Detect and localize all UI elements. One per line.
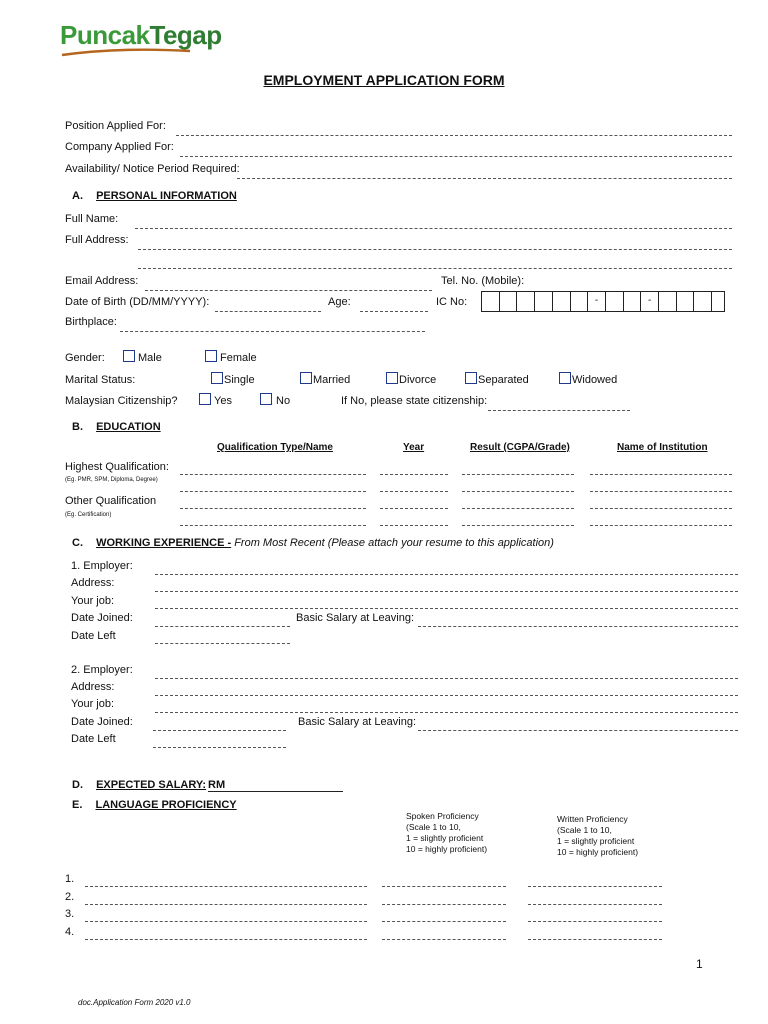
gender-label: Gender: [65, 352, 105, 364]
other-qualification-example: (Eg. Certification) [65, 512, 112, 518]
ic-separator: - [588, 292, 606, 311]
edu-institution-field[interactable] [590, 491, 732, 492]
ic-digit[interactable] [500, 292, 518, 311]
written-field[interactable] [528, 904, 662, 905]
email-field[interactable] [145, 290, 432, 291]
widowed-checkbox[interactable] [559, 372, 571, 384]
logo-swoosh-icon [60, 46, 192, 58]
ic-digit[interactable] [482, 292, 500, 311]
full-address-label: Full Address: [65, 234, 129, 246]
if-no-label: If No, please state citizenship: [341, 395, 488, 407]
section-d-letter: D. [72, 779, 83, 791]
employer-2-field[interactable] [155, 678, 738, 679]
written-note-line: 1 = slightly proficient [557, 836, 635, 846]
position-applied-label: Position Applied For: [65, 120, 166, 132]
employer-1-date-left-field[interactable] [155, 643, 290, 644]
written-field[interactable] [528, 886, 662, 887]
other-qualification-label: Other Qualification [65, 495, 157, 507]
employer-1-salary-field[interactable] [418, 626, 738, 627]
language-row-4-number: 4. [65, 926, 75, 938]
citizenship-yes-label: Yes [214, 395, 232, 407]
dob-label: Date of Birth (DD/MM/YYYY): [65, 296, 210, 308]
logo-text-part1: Puncak [60, 20, 150, 50]
edu-year-field[interactable] [380, 508, 448, 509]
section-c-subtitle: From Most Recent (Please attach your resume to this application) [234, 537, 554, 549]
logo-text-part2: Tegap [149, 20, 222, 50]
employer-2-address-label: Address: [71, 681, 115, 693]
citizenship-yes-checkbox[interactable] [199, 393, 211, 405]
citizenship-no-label: No [276, 395, 291, 407]
section-e-letter: E. [72, 799, 83, 811]
spoken-note-line: 1 = slightly proficient [406, 833, 484, 843]
female-label: Female [220, 352, 257, 364]
single-checkbox[interactable] [211, 372, 223, 384]
col-year-header: Year [403, 442, 425, 453]
rm-prefix: RM [208, 779, 226, 791]
form-title: EMPLOYMENT APPLICATION FORM [263, 72, 505, 88]
employer-1-date-joined-field[interactable] [155, 626, 290, 627]
section-a-letter: A. [72, 190, 83, 202]
spoken-note-line: 10 = highly proficient) [406, 844, 488, 854]
separated-checkbox[interactable] [465, 372, 477, 384]
edu-qualification-field[interactable] [180, 508, 366, 509]
divorce-label: Divorce [399, 374, 437, 386]
ic-digit[interactable] [535, 292, 553, 311]
ic-digit[interactable] [571, 292, 589, 311]
company-applied-label: Company Applied For: [65, 141, 174, 153]
section-a-title: PERSONAL INFORMATION [96, 190, 237, 202]
employer-2-salary-label: Basic Salary at Leaving: [298, 716, 417, 728]
birthplace-label: Birthplace: [65, 316, 117, 328]
single-label: Single [224, 374, 255, 386]
edu-result-field[interactable] [462, 491, 574, 492]
page-number: 1 [696, 957, 703, 971]
employer-1-date-joined-label: Date Joined: [71, 612, 133, 624]
written-note-line: (Scale 1 to 10, [557, 825, 612, 835]
citizenship-no-checkbox[interactable] [260, 393, 272, 405]
employer-2-job-label: Your job: [71, 698, 115, 710]
spoken-field[interactable] [382, 921, 506, 922]
spoken-field[interactable] [382, 886, 506, 887]
written-field[interactable] [528, 921, 662, 922]
language-row-3-number: 3. [65, 908, 75, 920]
ic-separator: - [641, 292, 659, 311]
expected-salary-field[interactable] [208, 779, 343, 792]
ic-number-boxes[interactable] [481, 291, 725, 312]
married-checkbox[interactable] [300, 372, 312, 384]
employer-2-date-left-label: Date Left [71, 733, 116, 745]
ic-digit[interactable] [712, 292, 724, 311]
employer-2-label: 2. Employer: [71, 664, 133, 676]
language-row-2-number: 2. [65, 891, 75, 903]
marital-status-label: Marital Status: [65, 374, 136, 386]
language-field[interactable] [85, 939, 367, 940]
section-b-title: EDUCATION [96, 421, 161, 433]
ic-digit[interactable] [677, 292, 695, 311]
language-field[interactable] [85, 904, 367, 905]
section-d-title: EXPECTED SALARY: [96, 779, 207, 791]
full-name-label: Full Name: [65, 213, 119, 225]
employer-2-job-field[interactable] [155, 712, 738, 713]
spoken-note-line: (Scale 1 to 10, [406, 822, 461, 832]
employer-1-address-field[interactable] [155, 591, 738, 592]
section-c-title: WORKING EXPERIENCE - [96, 537, 232, 549]
highest-qualification-label: Highest Qualification: [65, 461, 169, 473]
female-checkbox[interactable] [205, 350, 217, 362]
ic-digit[interactable] [517, 292, 535, 311]
edu-qualification-field[interactable] [180, 474, 366, 475]
full-address-field-2[interactable] [138, 268, 732, 269]
dob-field[interactable] [215, 311, 321, 312]
language-field[interactable] [85, 921, 367, 922]
employer-2-date-left-field[interactable] [153, 747, 286, 748]
employer-1-salary-label: Basic Salary at Leaving: [296, 612, 415, 624]
ic-digit[interactable] [606, 292, 624, 311]
edu-result-field[interactable] [462, 508, 574, 509]
separated-label: Separated [478, 374, 529, 386]
edu-institution-field[interactable] [590, 525, 732, 526]
edu-institution-field[interactable] [590, 474, 732, 475]
employer-1-address-label: Address: [71, 577, 115, 589]
footer-doc-label: doc.Application Form 2020 v1.0 [78, 998, 191, 1007]
citizenship-field[interactable] [488, 410, 630, 411]
section-d-heading [72, 779, 206, 791]
highest-qualification-example: (Eg. PMR, SPM, Diploma, Degree) [65, 477, 158, 483]
spoken-note-line: Spoken Proficiency [406, 811, 479, 821]
employer-2-date-joined-field[interactable] [153, 730, 286, 731]
section-a-heading [72, 190, 237, 202]
employer-1-job-label: Your job: [71, 595, 115, 607]
company-applied-field[interactable] [180, 156, 732, 157]
birthplace-field[interactable] [120, 331, 425, 332]
citizenship-label: Malaysian Citizenship? [65, 395, 178, 407]
edu-year-field[interactable] [380, 525, 448, 526]
tel-label: Tel. No. (Mobile): [441, 275, 525, 287]
written-note-line: Written Proficiency [557, 814, 628, 824]
ic-label: IC No: [436, 296, 468, 308]
ic-digit[interactable] [694, 292, 712, 311]
spoken-proficiency-note [406, 811, 487, 855]
employer-2-address-field[interactable] [155, 695, 738, 696]
written-note-line: 10 = highly proficient) [557, 847, 639, 857]
employer-1-label: 1. Employer: [71, 560, 133, 572]
section-e-title: LANGUAGE PROFICIENCY [95, 799, 237, 811]
section-b-heading [72, 421, 161, 433]
widowed-label: Widowed [572, 374, 618, 386]
col-qualification-header: Qualification Type/Name [217, 442, 333, 453]
ic-digit[interactable] [624, 292, 642, 311]
edu-qualification-field[interactable] [180, 525, 366, 526]
language-row-1-number: 1. [65, 873, 75, 885]
married-label: Married [313, 374, 351, 386]
full-address-field-1[interactable] [138, 249, 732, 250]
full-name-field[interactable] [135, 228, 732, 229]
age-field[interactable] [360, 311, 428, 312]
written-proficiency-note [557, 814, 638, 858]
employer-1-date-left-label: Date Left [71, 630, 116, 642]
edu-result-field[interactable] [462, 525, 574, 526]
spoken-field[interactable] [382, 904, 506, 905]
edu-year-field[interactable] [380, 474, 448, 475]
employer-1-job-field[interactable] [155, 608, 738, 609]
male-checkbox[interactable] [123, 350, 135, 362]
ic-digit[interactable] [659, 292, 677, 311]
employer-1-field[interactable] [155, 574, 738, 575]
employer-2-salary-field[interactable] [418, 730, 738, 731]
edu-result-field[interactable] [462, 474, 574, 475]
edu-institution-field[interactable] [590, 508, 732, 509]
ic-digit[interactable] [553, 292, 571, 311]
edu-qualification-field[interactable] [180, 491, 366, 492]
availability-label: Availability/ Notice Period Required: [65, 163, 240, 175]
employer-2-date-joined-label: Date Joined: [71, 716, 133, 728]
spoken-field[interactable] [382, 939, 506, 940]
position-applied-field[interactable] [176, 135, 732, 136]
language-field[interactable] [85, 886, 367, 887]
divorce-checkbox[interactable] [386, 372, 398, 384]
section-c-heading [72, 537, 554, 549]
availability-field[interactable] [237, 178, 732, 179]
section-b-letter: B. [72, 421, 83, 433]
section-c-letter: C. [72, 537, 83, 549]
col-result-header: Result (CGPA/Grade) [470, 442, 570, 453]
email-label: Email Address: [65, 275, 139, 287]
edu-year-field[interactable] [380, 491, 448, 492]
written-field[interactable] [528, 939, 662, 940]
age-label: Age: [328, 296, 351, 308]
section-e-heading [72, 799, 237, 811]
male-label: Male [138, 352, 162, 364]
col-institution-header: Name of Institution [617, 442, 708, 453]
